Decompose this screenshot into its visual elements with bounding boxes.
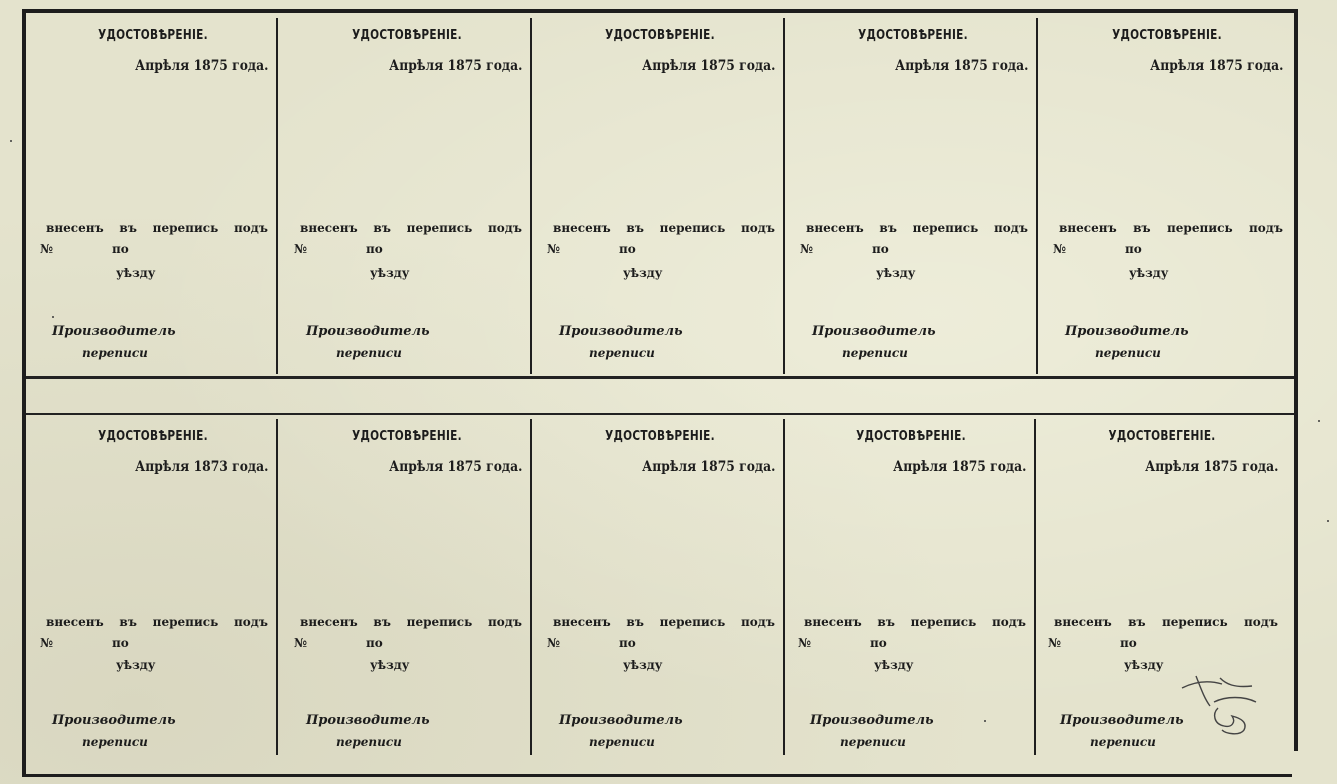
number-sign: № xyxy=(1053,242,1067,256)
po-label: по xyxy=(870,636,887,650)
entered-word: внесенъ xyxy=(1054,615,1112,629)
certificate-title: УДОСТОВѢРЕНІЕ. xyxy=(352,28,462,43)
certificate-title: УДОСТОВѢРЕНІЕ. xyxy=(858,28,968,43)
entered-word: внесенъ xyxy=(1059,221,1117,235)
entered-word: подъ xyxy=(740,221,775,235)
census-label: переписи xyxy=(842,346,908,360)
certificate-date: Апрѣля 1875 года. xyxy=(388,58,522,74)
entered-word: перепись xyxy=(659,221,726,235)
certificate-card xyxy=(790,18,1038,374)
po-label: по xyxy=(366,636,383,650)
entered-word: подъ xyxy=(1248,221,1283,235)
number-sign: № xyxy=(294,636,308,650)
po-label: по xyxy=(1120,636,1137,650)
entered-word: внесенъ xyxy=(804,615,862,629)
county-label: уѣзду xyxy=(876,266,916,280)
entered-word: внесенъ xyxy=(300,615,358,629)
county-label: уѣзду xyxy=(116,266,156,280)
producer-label: Производитель xyxy=(559,713,683,728)
number-sign: № xyxy=(798,636,812,650)
frame-left-border xyxy=(22,9,26,777)
entered-word: подъ xyxy=(740,615,775,629)
number-sign: № xyxy=(40,242,54,256)
entered-word: перепись xyxy=(152,221,219,235)
paper-speck xyxy=(984,720,986,722)
certificate-card xyxy=(537,419,785,755)
entered-word: подъ xyxy=(233,615,268,629)
paper-speck xyxy=(10,140,12,142)
po-label: по xyxy=(872,242,889,256)
number-sign: № xyxy=(294,242,308,256)
entered-line xyxy=(553,615,775,629)
entered-line xyxy=(806,221,1028,235)
entered-word: внесенъ xyxy=(300,221,358,235)
entered-word: въ xyxy=(877,615,895,629)
number-sign: № xyxy=(547,242,561,256)
certificate-card xyxy=(1043,18,1291,374)
census-label: переписи xyxy=(589,346,655,360)
pencil-mark-icon xyxy=(1174,672,1266,742)
paper-speck xyxy=(1327,520,1329,522)
entered-word: въ xyxy=(119,221,137,235)
row-separator-top xyxy=(26,376,1294,379)
county-label: уѣзду xyxy=(1129,266,1169,280)
certificate-card xyxy=(30,18,278,374)
entered-word: подъ xyxy=(1243,615,1278,629)
entered-word: подъ xyxy=(487,615,522,629)
producer-label: Производитель xyxy=(52,713,176,728)
entered-word: перепись xyxy=(910,615,977,629)
entered-line xyxy=(300,221,522,235)
paper-speck xyxy=(52,316,54,318)
certificate-date: Апрѣля 1875 года. xyxy=(892,459,1026,475)
certificate-card xyxy=(284,18,532,374)
entered-word: въ xyxy=(1128,615,1146,629)
entered-word: внесенъ xyxy=(806,221,864,235)
entered-word: перепись xyxy=(1167,221,1233,235)
certificate-date: Апрѣля 1875 года. xyxy=(134,58,268,74)
certificate-card xyxy=(788,419,1036,755)
number-line xyxy=(800,242,889,256)
po-label: по xyxy=(112,242,129,256)
entered-word: подъ xyxy=(991,615,1026,629)
county-label: уѣзду xyxy=(623,266,663,280)
entered-word: перепись xyxy=(152,615,219,629)
certificate-card xyxy=(30,419,278,755)
number-line xyxy=(547,636,636,650)
certificate-title: УДОСТОВѢРЕНІЕ. xyxy=(605,429,715,444)
certificate-date: Апрѣля 1875 года. xyxy=(641,459,775,475)
census-label: переписи xyxy=(336,346,402,360)
certificate-card xyxy=(284,419,532,755)
number-line xyxy=(798,636,887,650)
number-line xyxy=(294,242,383,256)
producer-label: Производитель xyxy=(559,324,683,339)
certificate-date: Апрѣля 1873 года. xyxy=(134,459,268,475)
entered-word: перепись xyxy=(659,615,726,629)
po-label: по xyxy=(112,636,129,650)
entered-line xyxy=(1059,221,1283,235)
certificate-title: УДОСТОВѢРЕНІЕ. xyxy=(98,429,208,444)
po-label: по xyxy=(366,242,383,256)
entered-word: въ xyxy=(119,615,137,629)
entered-word: въ xyxy=(626,615,644,629)
county-label: уѣзду xyxy=(1124,658,1164,672)
entered-word: въ xyxy=(373,615,391,629)
paper-speck xyxy=(1318,420,1320,422)
county-label: уѣзду xyxy=(623,658,663,672)
census-label: переписи xyxy=(336,735,402,749)
certificate-card xyxy=(537,18,785,374)
census-label: переписи xyxy=(82,346,148,360)
county-label: уѣзду xyxy=(370,658,410,672)
po-label: по xyxy=(619,242,636,256)
certificate-date: Апрѣля 1875 года. xyxy=(1144,459,1278,475)
entered-word: внесенъ xyxy=(46,615,104,629)
certificate-title: УДОСТОВѢРЕНІЕ. xyxy=(352,429,462,444)
row-separator-bottom xyxy=(26,413,1294,415)
entered-word: подъ xyxy=(487,221,522,235)
producer-label: Производитель xyxy=(812,324,936,339)
census-label: переписи xyxy=(840,735,906,749)
entered-word: перепись xyxy=(1162,615,1228,629)
entered-word: внесенъ xyxy=(553,221,611,235)
certificate-date: Апрѣля 1875 года. xyxy=(1149,58,1283,74)
number-sign: № xyxy=(547,636,561,650)
producer-label: Производитель xyxy=(52,324,176,339)
number-line xyxy=(294,636,383,650)
number-line xyxy=(547,242,636,256)
entered-word: въ xyxy=(626,221,644,235)
county-label: уѣзду xyxy=(370,266,410,280)
entered-word: перепись xyxy=(406,615,473,629)
county-label: уѣзду xyxy=(874,658,914,672)
producer-label: Производитель xyxy=(306,713,430,728)
producer-label: Производитель xyxy=(1060,713,1184,728)
producer-label: Производитель xyxy=(1065,324,1189,339)
certificate-title: УДОСТОВЕГЕНІЕ. xyxy=(1108,429,1216,444)
entered-line xyxy=(300,615,522,629)
census-label: переписи xyxy=(1095,346,1161,360)
certificate-title: УДОСТОВѢРЕНІЕ. xyxy=(98,28,208,43)
certificate-title: УДОСТОВѢРЕНІЕ. xyxy=(605,28,715,43)
entered-word: подъ xyxy=(233,221,268,235)
census-label: переписи xyxy=(1090,735,1156,749)
census-label: переписи xyxy=(82,735,148,749)
frame-right-border xyxy=(1294,9,1298,751)
number-sign: № xyxy=(40,636,54,650)
entered-word: внесенъ xyxy=(553,615,611,629)
po-label: по xyxy=(1125,242,1142,256)
certificate-title: УДОСТОВѢРЕНІЕ. xyxy=(1112,28,1222,43)
certificate-date: Апрѣля 1875 года. xyxy=(641,58,775,74)
entered-word: въ xyxy=(1133,221,1151,235)
certificate-title: УДОСТОВѢРЕНІЕ. xyxy=(856,429,966,444)
entered-word: перепись xyxy=(912,221,979,235)
entered-word: подъ xyxy=(993,221,1028,235)
po-label: по xyxy=(619,636,636,650)
entered-line xyxy=(804,615,1026,629)
county-label: уѣзду xyxy=(116,658,156,672)
number-sign: № xyxy=(1048,636,1062,650)
entered-word: перепись xyxy=(406,221,473,235)
frame-bottom-border xyxy=(22,774,1292,777)
entered-word: внесенъ xyxy=(46,221,104,235)
number-line xyxy=(1053,242,1142,256)
entered-line xyxy=(1054,615,1278,629)
producer-label: Производитель xyxy=(306,324,430,339)
entered-word: въ xyxy=(373,221,391,235)
producer-label: Производитель xyxy=(810,713,934,728)
entered-line xyxy=(46,221,268,235)
census-label: переписи xyxy=(589,735,655,749)
entered-line xyxy=(553,221,775,235)
number-line xyxy=(40,636,129,650)
number-sign: № xyxy=(800,242,814,256)
entered-line xyxy=(46,615,268,629)
number-line xyxy=(1048,636,1137,650)
entered-word: въ xyxy=(879,221,897,235)
certificate-date: Апрѣля 1875 года. xyxy=(894,58,1028,74)
certificate-date: Апрѣля 1875 года. xyxy=(388,459,522,475)
frame-top-border xyxy=(22,9,1298,13)
number-line xyxy=(40,242,129,256)
